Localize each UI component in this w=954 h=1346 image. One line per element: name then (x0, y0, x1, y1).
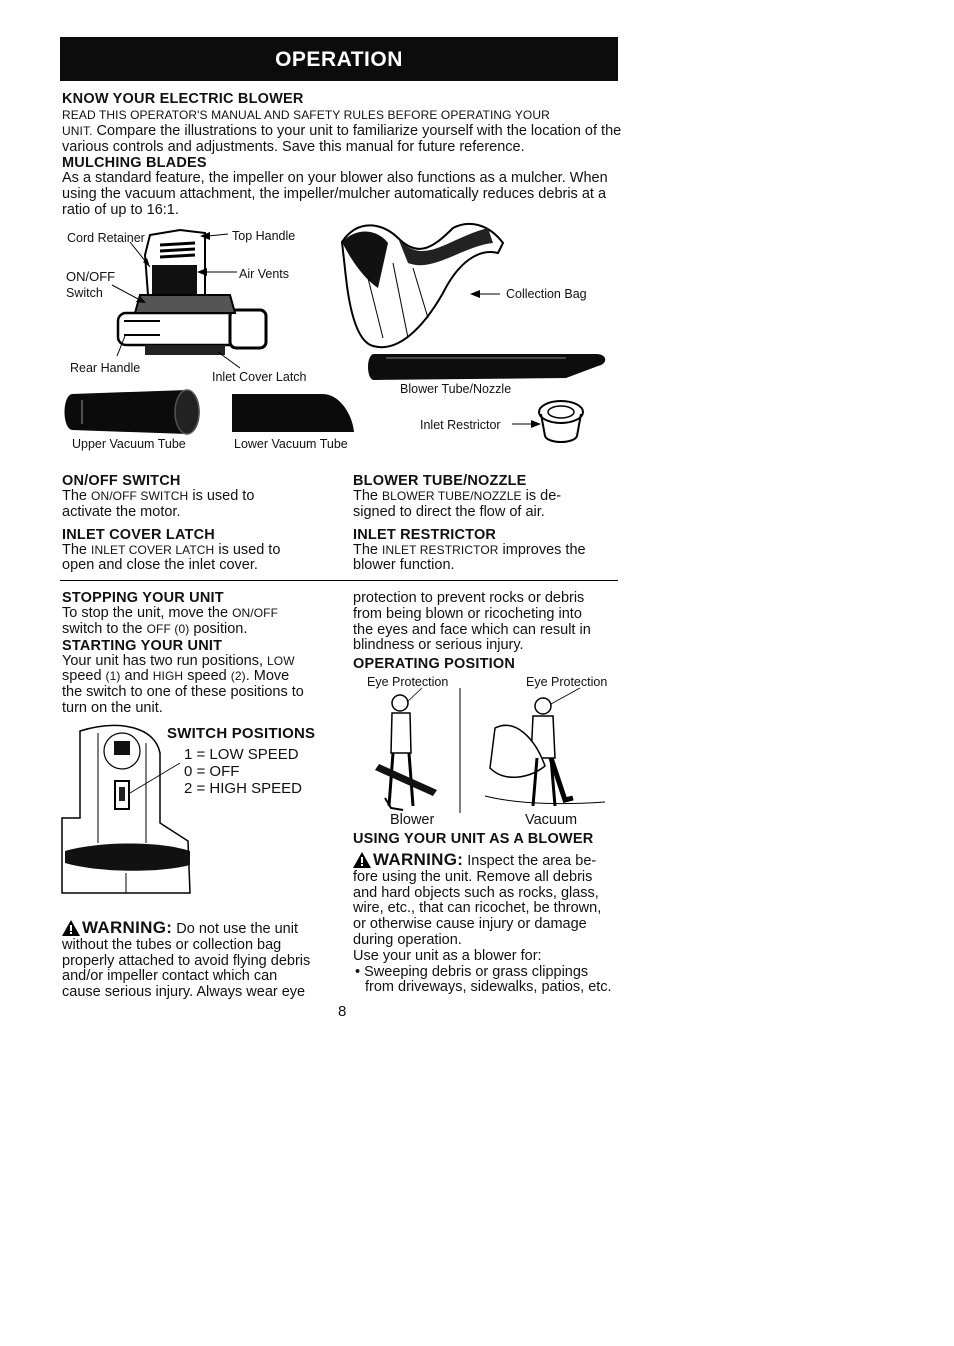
starting-text-sc2: HIGH (152, 669, 184, 684)
warning-text-3: properly attached to avoid flying debris (62, 952, 311, 969)
starting-text-d: speed (183, 668, 231, 685)
latch-text-c: open and close the inlet cover. (62, 557, 258, 574)
onoff-text-sc: ON/OFF SWITCH (91, 489, 189, 503)
using-section (353, 831, 623, 996)
warning-title: WARNING: (82, 918, 173, 937)
label-eye-protection-1: Eye Protection (367, 675, 449, 689)
label-blower: Blower (390, 812, 435, 828)
starting-text-sc3: (2) (230, 669, 246, 684)
restrictor-text-c: blower function. (353, 557, 455, 574)
page-number: 8 (338, 1003, 347, 1020)
operating-position-illustration (355, 688, 615, 816)
starting-text-sc1: (1) (105, 669, 121, 684)
latch-text-b: is used to (214, 541, 281, 558)
tube-heading: BLOWER TUBE/NOZZLE (353, 473, 527, 489)
eye-text-4: blindness or serious injury. (353, 637, 524, 654)
latch-text-a: The (62, 541, 92, 558)
label-collection-bag: Collection Bag (506, 287, 587, 301)
warning-text-1: Do not use the unit (172, 921, 298, 937)
section-banner: OPERATION (60, 37, 618, 81)
label-switch: Switch (66, 286, 103, 300)
switch-low: 1 = LOW SPEED (184, 746, 299, 763)
starting-text-e: . Move (245, 668, 290, 685)
know-line1: READ THIS OPERATOR'S MANUAL AND SAFETY RULES BEFORE OPERATING YOUR (62, 108, 550, 122)
label-lower-vacuum-tube: Lower Vacuum Tube (234, 437, 348, 451)
onoff-heading: ON/OFF SWITCH (62, 473, 181, 489)
label-air-vents: Air Vents (239, 267, 290, 281)
upper-vacuum-tube-illustration (62, 388, 207, 436)
label-upper-vacuum-tube: Upper Vacuum Tube (72, 437, 186, 451)
eye-text-3: the eyes and face which can result in (353, 621, 591, 638)
tube-text-b: is de- (521, 488, 562, 504)
label-top-handle: Top Handle (232, 229, 296, 243)
label-on-off: ON/OFF (66, 269, 116, 284)
latch-heading: INLET COVER LATCH (62, 526, 215, 543)
using-warn-2: fore using the unit. Remove all debris (353, 868, 593, 885)
label-inlet-cover-latch: Inlet Cover Latch (212, 370, 307, 384)
lower-vacuum-tube-illustration (228, 392, 358, 434)
using-warn-4: wire, etc., that can ricochet, be thrown, (353, 900, 602, 917)
switch-off: 0 = OFF (184, 763, 240, 780)
stopping-text-c: position. (189, 620, 248, 637)
label-eye-protection-2: Eye Protection (526, 675, 608, 689)
using-bullet-2: from driveways, sidewalks, patios, etc. (365, 979, 612, 996)
switch-positions-heading: SWITCH POSITIONS (167, 725, 316, 742)
onoff-text-a: The (62, 488, 92, 504)
label-blower-tube-nozzle: Blower Tube/Nozzle (400, 382, 512, 396)
stopping-text-a: To stop the unit, move the (62, 605, 233, 621)
using-bullet: • Sweeping debris or grass clippings from driveways, sidewalks, patios, etc. (355, 963, 612, 996)
restrictor-heading: INLET RESTRICTOR (353, 526, 497, 543)
label-vacuum: Vacuum (525, 812, 578, 828)
onoff-text-b: is used to (188, 488, 255, 504)
section-divider (60, 580, 618, 581)
operating-heading: OPERATING POSITION (353, 656, 516, 673)
stopping-text-b: switch to the (62, 620, 147, 637)
tube-text-sc: BLOWER TUBE/NOZZLE (382, 489, 522, 503)
using-warn-6: during operation. (353, 931, 462, 948)
stopping-text-sc: ON/OFF (232, 606, 279, 620)
using-warn-3: and hard objects such as rocks, glass, (353, 884, 599, 901)
starting-text-sc: LOW (267, 653, 295, 668)
warning-triangle-icon (62, 920, 80, 936)
warning-flying-debris (62, 920, 352, 1001)
stopping-section (62, 590, 342, 717)
tube-text-a: The (353, 488, 383, 504)
starting-text-c: and (120, 668, 153, 685)
tube-text-c: signed to direct the flow of air. (353, 503, 545, 520)
know-heading: KNOW YOUR ELECTRIC BLOWER (62, 91, 304, 107)
mulching-heading: MULCHING BLADES (62, 155, 207, 172)
starting-text-b: speed (62, 668, 106, 685)
eye-protection-text (353, 591, 623, 672)
restrictor-text-sc: INLET RESTRICTOR (382, 542, 499, 557)
mulching-text: As a standard feature, the impeller on your blower also functions as a mulcher. When using the vacuum attachment, the impeller/mulcher automatically reduces debris at a ratio of up to 16:1. (62, 170, 608, 218)
starting-text-f: the switch to one of these positions to (62, 684, 304, 701)
tube-section (353, 473, 623, 574)
switch-high: 2 = HIGH SPEED (184, 780, 302, 797)
stopping-heading: STOPPING YOUR UNIT (62, 590, 224, 606)
warning-text-5: cause serious injury. Always wear eye (62, 984, 306, 1001)
onoff-section (62, 473, 342, 574)
eye-text-1: protection to prevent rocks or debris (353, 590, 585, 606)
onoff-text-c: activate the motor. (62, 503, 181, 520)
label-inlet-restrictor: Inlet Restrictor (420, 418, 501, 432)
restrictor-text-a: The (353, 541, 383, 558)
switch-positions (167, 726, 315, 797)
warning-text-4: and/or impeller contact which can (62, 968, 278, 985)
warning-text-2: without the tubes or collection bag (62, 936, 282, 953)
know-unit: UNIT. (62, 123, 93, 138)
using-warn-5: or otherwise cause injury or damage (353, 916, 587, 933)
label-rear-handle: Rear Handle (70, 361, 141, 375)
latch-text-sc: INLET COVER LATCH (91, 542, 215, 557)
starting-heading: STARTING YOUR UNIT (62, 637, 223, 654)
starting-text-g: turn on the unit. (62, 699, 163, 716)
know-text: Compare the illustrations to your unit to familiarize yourself with the location of the various controls and adjustments. Save this manual for future reference. (62, 122, 622, 155)
using-heading: USING YOUR UNIT AS A BLOWER (353, 831, 594, 847)
using-warn-1: Inspect the area be- (463, 853, 597, 869)
using-intro: Use your unit as a blower for: (353, 947, 542, 964)
label-cord-retainer: Cord Retainer (67, 231, 145, 245)
using-bullet-1: Sweeping debris or grass clippings (364, 963, 589, 980)
warning-triangle-icon-2 (353, 852, 371, 868)
using-warning-title: WARNING: (373, 850, 464, 869)
eye-text-2: from being blown or ricocheting into (353, 605, 582, 622)
starting-text-a: Your unit has two run positions, (62, 652, 268, 669)
stopping-text-sc2: OFF (0) (146, 621, 190, 636)
restrictor-text-b: improves the (498, 541, 586, 558)
